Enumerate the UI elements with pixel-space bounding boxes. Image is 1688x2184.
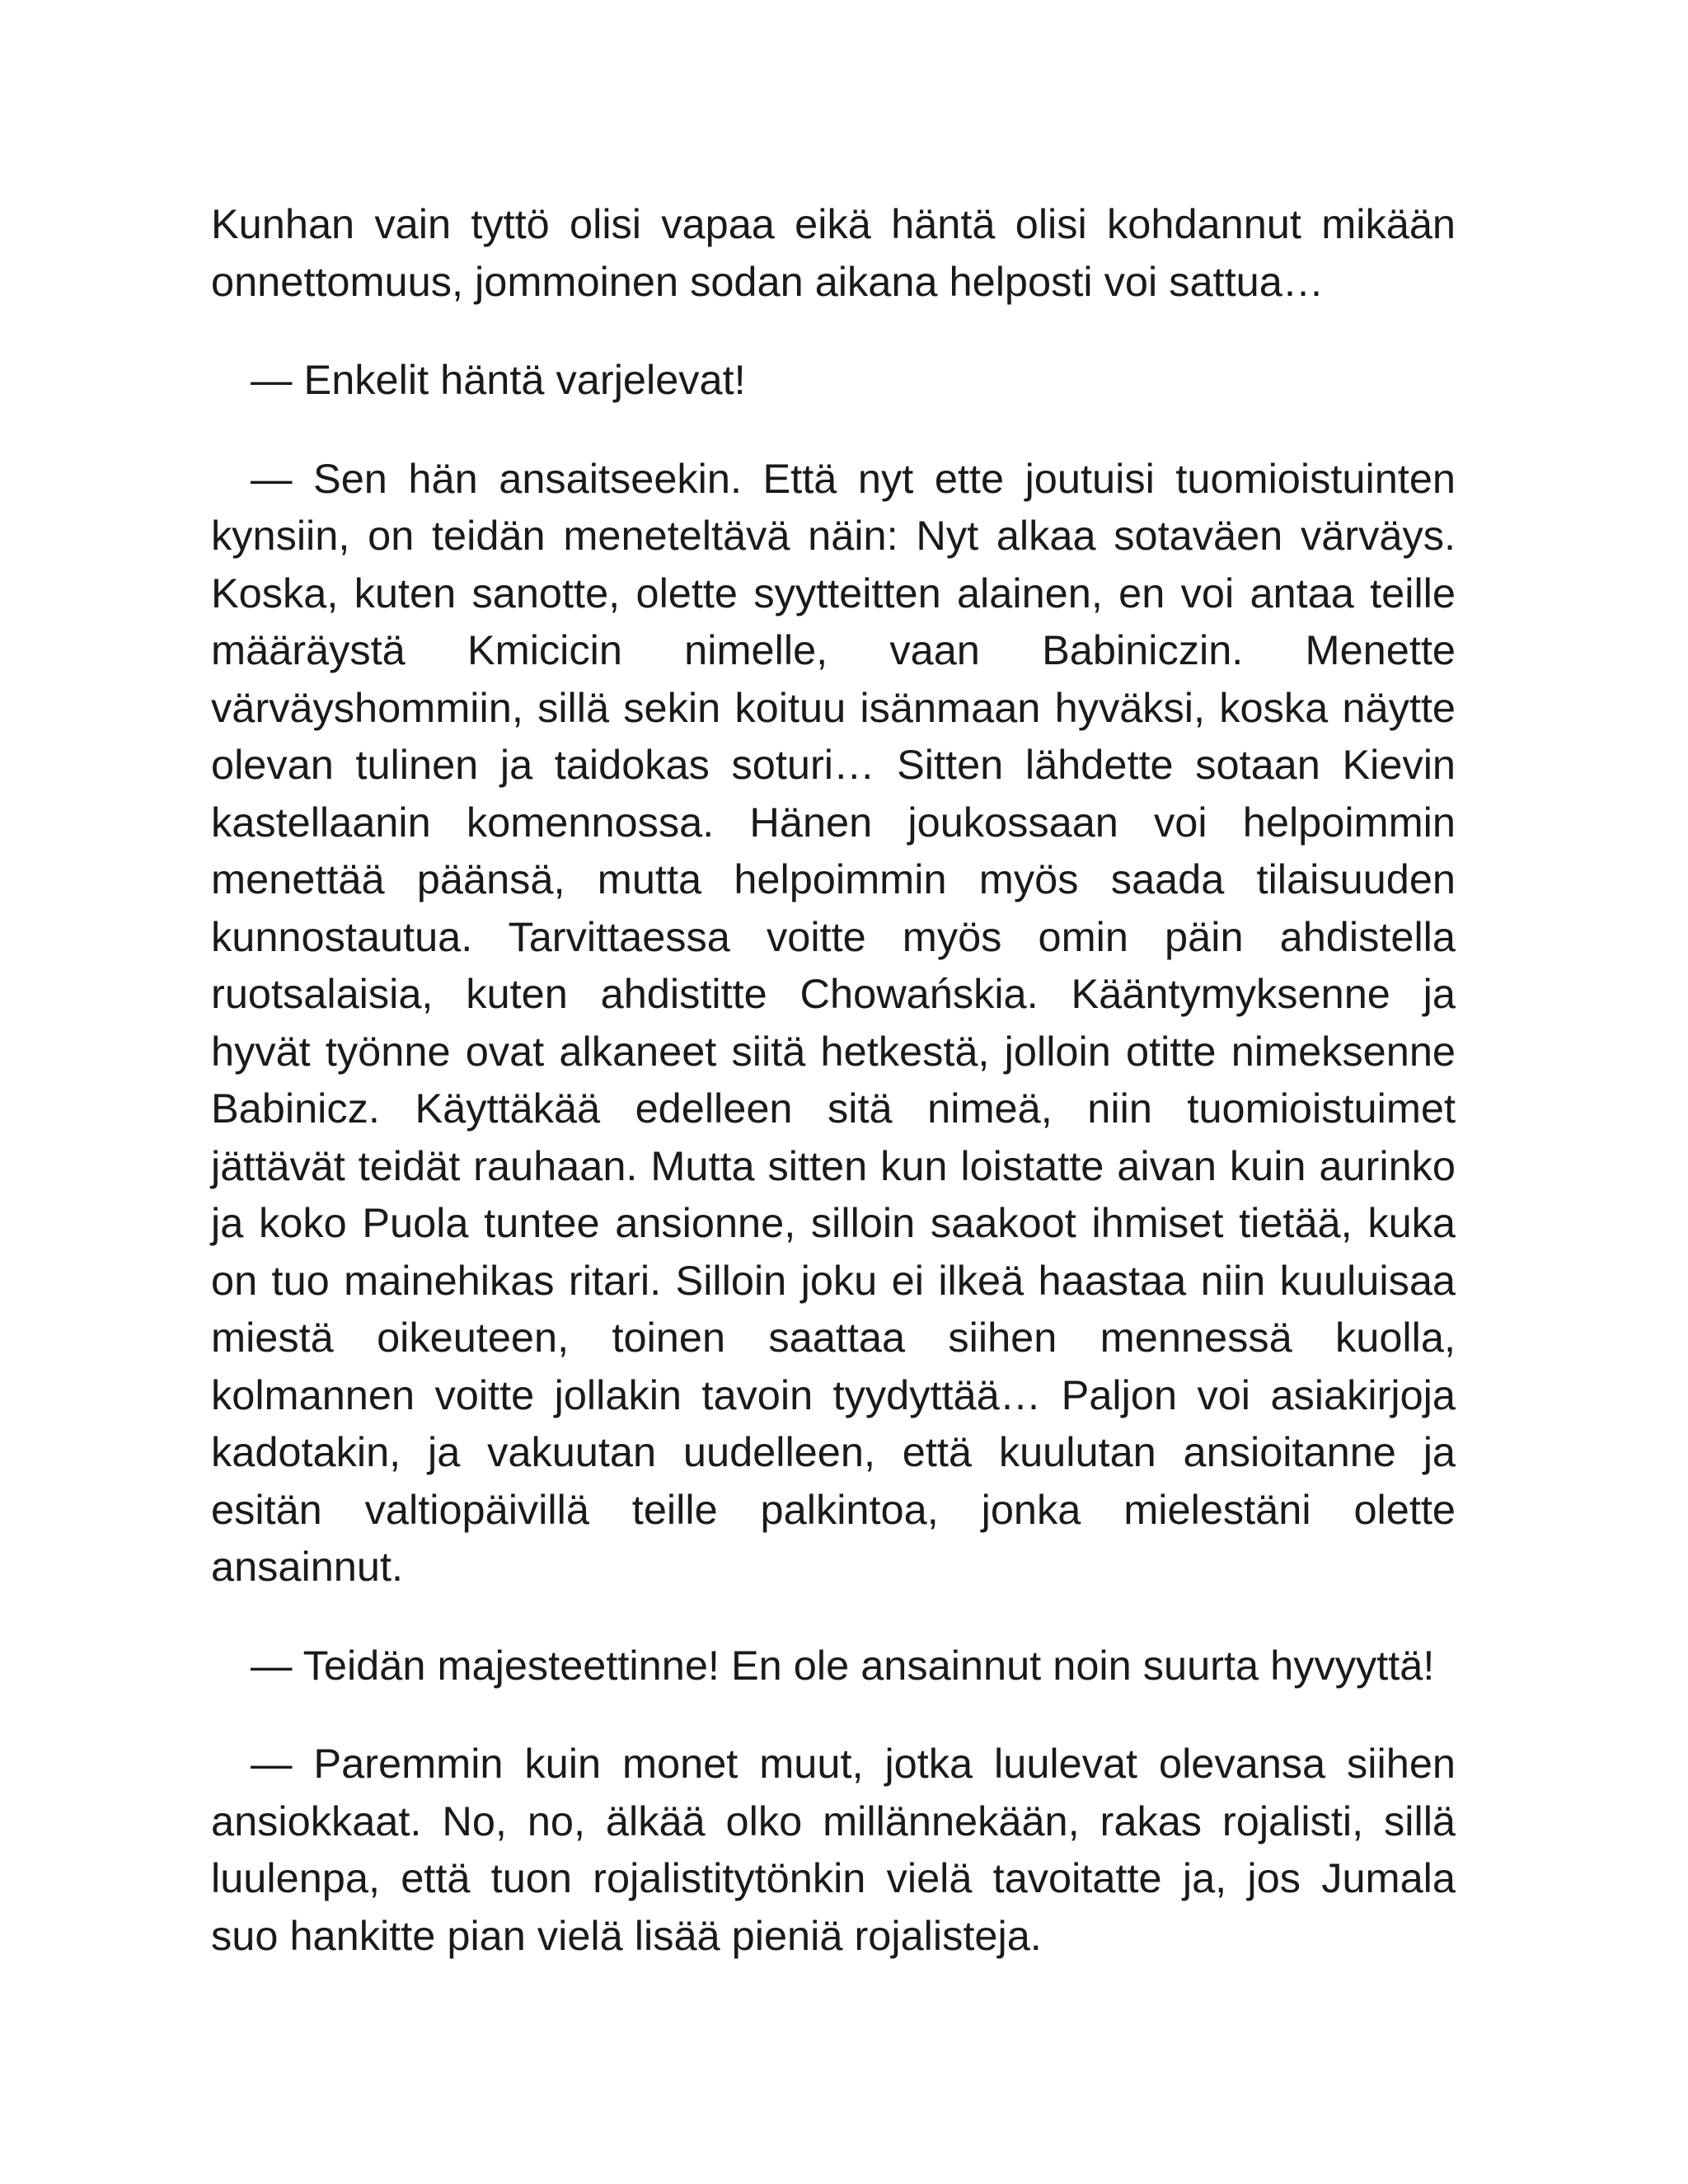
paragraph-dialogue: — Teidän majesteettinne! En ole ansainnut noin suurta hyvyyttä! (251, 1641, 1435, 1689)
paragraph-dialogue: — Sen hän ansaitseekin. Että nyt ette joutuisi tuomioistuinten kynsiin, on teidän meneteltävä näin: Nyt alkaa sotaväen värväys. Koska, kuten sanotte, olette syytteitten alainen, en voi antaa teille määräystä Kmicicin nimelle, vaan Babiniczin. Menette värväyshommiin, sillä sekin koituu isänmaan hyväksi, koska näytte olevan tulinen ja taidokas soturi… Sitten lähdette sotaan Kievin kastellaanin komennossa. Hänen joukossaan voi helpoimmin menettää päänsä, mutta helpoimmin myös saada tilaisuuden kunnostautua. Tarvittaessa voitte myös omin päin ahdistella ruotsalaisia, kuten ahdistitte Chowańskia. Kääntymyksenne ja hyvät työnne ovat alkaneet siitä hetkestä, jolloin otitte nimeksenne Babinicz. Käyttäkää edelleen sitä nimeä, niin tuomioistuimet jättävät teidät rauhaan. Mutta sitten kun loistatte aivan kuin aurinko ja koko Puola tuntee ansionne, silloin saakoot ihmiset tietää, kuka on tuo mainehikas ritari. Silloin joku ei ilkeä haastaa niin kuuluisaa miestä oikeuteen, toinen saattaa siihen mennessä kuolla, kolmannen voitte jollakin tavoin tyydyttää… Paljon voi asiakirjoja kadotakin, ja vakuutan uudelleen, että kuulutan ansioitanne ja esitän valtiopäivillä teille palkintoa, jonka mielestäni olette ansainnut. (211, 454, 1456, 1590)
paragraph-dialogue: — Paremmin kuin monet muut, jotka luulevat olevansa siihen ansiokkaat. No, no, älkää olko millännekään, rakas rojalisti, sillä luulenpa, että tuon rojalistitytönkin vielä tavoitatte ja, jos Jumala suo hankitte pian vielä lisää pieniä rojalisteja. (211, 1740, 1456, 1959)
paragraph-narration: Kunhan vain tyttö olisi vapaa eikä häntä olisi kohdannut mikään onnettomuus, jommoinen sodan aikana helposti voi sattua… (211, 200, 1456, 305)
document-page (211, 195, 1456, 2005)
paragraph-dialogue: — Enkelit häntä varjelevat! (251, 356, 746, 403)
